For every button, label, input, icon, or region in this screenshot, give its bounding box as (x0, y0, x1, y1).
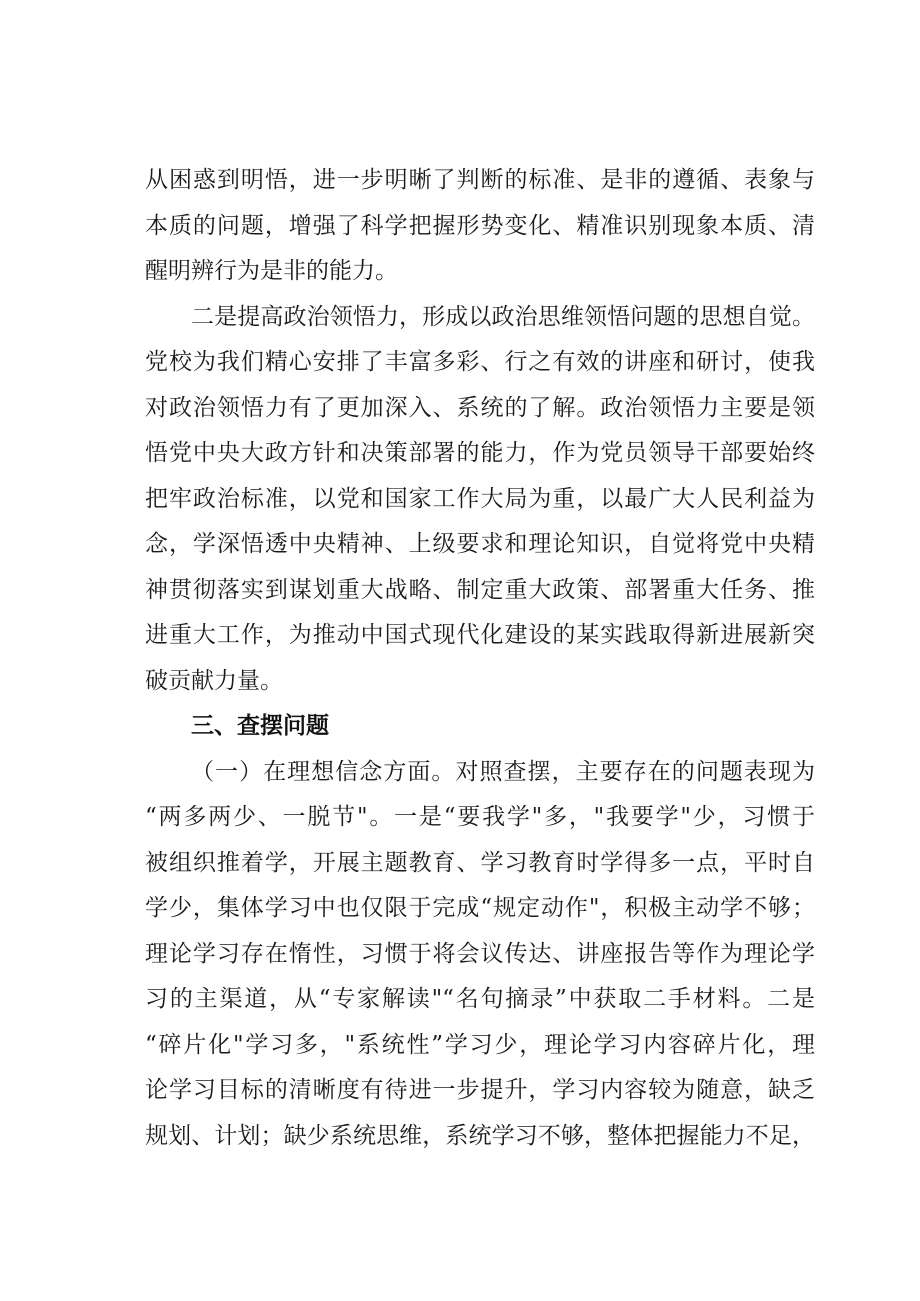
text-line: 理论学习存在惰性，习惯于将会议传达、讲座报告等作为理论学 (145, 940, 815, 967)
paragraph-political-understanding (145, 295, 815, 705)
text-line: “两多两少、一脱节"。一是“要我学"多，"我要学"少，习惯于 (145, 804, 815, 830)
paragraph-ideals-beliefs (145, 750, 815, 1160)
text-line: 悟党中央大政方针和决策部署的能力，作为党员领导干部要始终 (145, 440, 815, 466)
text-line: 本质的问题，增强了科学把握形势变化、精准识别现象本质、清 (145, 212, 815, 239)
text-line: 进重大工作，为推动中国式现代化建设的某实践取得新进展新突 (145, 622, 815, 648)
paragraph-continued (145, 158, 815, 295)
text-line: 党校为我们精心安排了丰富多彩、行之有效的讲座和研讨，使我 (145, 349, 815, 375)
text-line: 念，学深悟透中央精神、上级要求和理论知识，自觉将党中央精 (145, 531, 815, 557)
text-line: 被组织推着学，开展主题教育、学习教育时学得多一点，平时自 (145, 849, 815, 876)
text-line: 习的主渠道，从“专家解读"“名句摘录”中获取二手材料。二是 (145, 986, 815, 1012)
text-line: 醒明辨行为是非的能力。 (145, 258, 398, 284)
text-line: “碎片化"学习多，"系统性”学习少，理论学习内容碎片化，理 (145, 1031, 815, 1058)
text-line: 把牢政治标准，以党和国家工作大局为重，以最广大人民利益为 (145, 485, 815, 512)
section-heading: 三、查摆问题 (191, 713, 329, 739)
text-line: 神贯彻落实到谋划重大战略、制定重大政策、部署重大任务、推 (145, 576, 815, 603)
text-line: 学少，集体学习中也仅限于完成“规定动作"，积极主动学不够； (145, 895, 815, 921)
text-line: 对政治领悟力有了更加深入、系统的了解。政治领悟力主要是领 (145, 394, 815, 421)
text-line: 规划、计划；缺少系统思维，系统学习不够，整体把握能力不足， (145, 1122, 815, 1149)
document-body (145, 158, 815, 1159)
text-line: 论学习目标的清晰度有待进一步提升，学习内容较为随意，缺乏 (145, 1077, 815, 1103)
text-line: 破贡献力量。 (145, 667, 283, 694)
text-line: （一）在理想信念方面。对照查摆，主要存在的问题表现为 (191, 758, 815, 785)
text-line: 从困惑到明悟，进一步明晰了判断的标准、是非的遵循、表象与 (145, 167, 815, 193)
text-line: 二是提高政治领悟力，形成以政治思维领悟问题的思想自觉。 (191, 303, 815, 330)
